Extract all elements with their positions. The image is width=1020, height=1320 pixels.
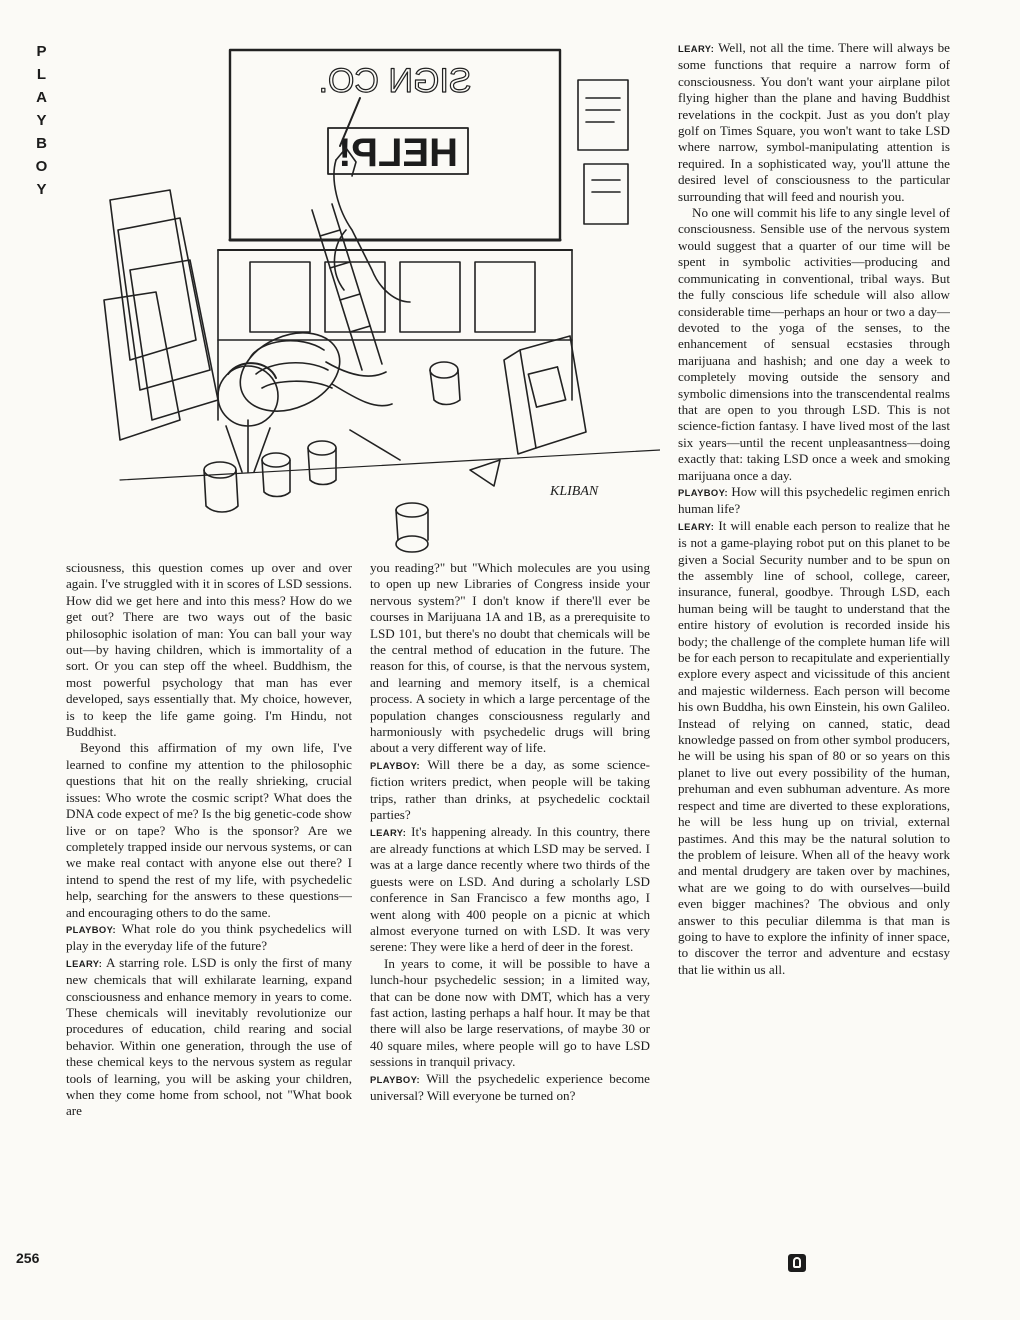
interview-exchange bbox=[66, 955, 352, 1120]
interview-exchange bbox=[678, 40, 950, 205]
speaker-label: PLAYBOY: bbox=[66, 923, 117, 935]
artist-signature: KLIBAN bbox=[550, 484, 599, 499]
masthead-letter: O bbox=[35, 158, 49, 175]
help-lettering: HELP! bbox=[338, 131, 458, 175]
text-column-1 bbox=[66, 560, 352, 1280]
masthead-letter: Y bbox=[36, 112, 48, 129]
speaker-label: LEARY: bbox=[678, 43, 715, 54]
paragraph-text: What role do you think psychedelics will play in the everyday life of the future? bbox=[66, 920, 352, 954]
paragraph-text: It's happening already. In this country, there are already functions at which LSD may be served. I was at a large dance recently where two thirds of the guests were on LSD. And during a scholarly LSD conference in San Francisco a few months ago, I went along with 400 people on a picnic at which almost everyone turned on with LSD. It was very serene: They were like a herd of deer in the forest. bbox=[370, 823, 650, 955]
body-paragraph bbox=[370, 560, 650, 757]
speaker-label: LEARY: bbox=[370, 826, 407, 838]
interview-exchange bbox=[370, 757, 650, 824]
speaker-label: LEARY: bbox=[66, 957, 103, 969]
rabbit-endmark-icon bbox=[788, 1254, 806, 1272]
paragraph-text: A starring role. LSD is only the first of many new chemicals that will exhilarate learning, expand consciousness and enhance memory in years to come. These chemicals will inevitably revolutionize our procedures of education, child rearing and social behavior. Within one generation, through the use of these chemical keys to the nervous system as regular tools of learning, you will be asking your children, when they come home from school, not "What book are bbox=[66, 954, 352, 1119]
speaker-label: PLAYBOY: bbox=[370, 759, 421, 771]
body-paragraph bbox=[66, 560, 352, 740]
body-paragraph bbox=[370, 956, 650, 1071]
interview-exchange bbox=[678, 484, 950, 518]
paragraph-text: Will the psychedelic experience become universal? Will everyone be turned on? bbox=[370, 1070, 650, 1103]
paragraph-text: In years to come, it will be possible to have a lunch-hour psychedelic session; in a limited way, that can be done now with DMT, which has a very fast action, lasting perhaps a half hour. It may be that there will also be large reservations, of maybe 30 or 40 square miles, where people will go to have LSD sessions in tranquil privacy. bbox=[370, 955, 650, 1070]
interview-exchange bbox=[370, 1071, 650, 1105]
paragraph-text: Beyond this affirmation of my own life, I've learned to confine my attention to the philosophic questions that hit on the really shrieking, crucial issues: Who wrote the cosmic script? What does the DNA code expect of me? Is the big genetic-code show live or on tape? Who is the sponsor? Are we completely trapped inside our nervous systems, or can we make real contact with anyone else out there? I intend to spend the rest of my life, with psychedelic help, searching for the answers to these questions—and encouraging others to do the same. bbox=[66, 740, 352, 920]
masthead-letter: B bbox=[36, 135, 48, 152]
paragraph-text: you reading?" but "Which molecules are you using to open up new Libraries of Congress inside your nervous system?" I don't know if there'll ever be courses in Marijuana 1A and 1B, as a prerequisite to LSD 101, but there's no doubt that chemicals will be the central method of education in the future. The reason for this, of course, is that the nervous system, and learning and memory itself, is a chemical process. A society in which a large percentage of the population changes consciousness regularly and harmoniously with psychedelic drugs will bring about a very different way of life. bbox=[370, 560, 650, 756]
magazine-masthead bbox=[30, 40, 54, 201]
text-column-3 bbox=[678, 40, 950, 1250]
speaker-label: LEARY: bbox=[678, 520, 715, 532]
paragraph-text: Well, not all the time. There will always be some functions that require a narrow form of consciousness. You don't want your airplane pilot flying higher than the plane and having Buddhist revelations in the cockpit. Just as you don't play golf on Times Square, you won't want to take LSD where narrow, symbol-manipulating attention is required. In a sophisticated way, you'll attune the desired level of consciousness to the particular surrounding that will feed and nourish you. bbox=[678, 40, 950, 204]
masthead-letter: Y bbox=[36, 181, 48, 198]
speaker-label: PLAYBOY: bbox=[678, 486, 729, 498]
paragraph-text: Will there be a day, as some science-fiction writers predict, when people will be taking trips, rather than drinks, at psychedelic cocktail parties? bbox=[370, 756, 650, 823]
text-column-2 bbox=[370, 560, 650, 1280]
masthead-letter: L bbox=[36, 66, 48, 83]
paragraph-text: It will enable each person to realize that he is not a game-playing robot put on this planet to be given a Social Security number and to be spun on the assembly line of school, college, career, insurance, funeral, goodbye. Through LSD, each human being will be taught to understand that the entire history of evolution is recorded inside his body; the challenge of the complete human life will be for each person to recapitulate and experientially explore every aspect and vicissitude of this ancient and majestic wilderness. Each person will become his own Buddha, his own Einstein, his own Galileo. Instead of relying on canned, static, dead knowledge passed on from other symbol producers, he will be using his span of 80 or so years on this planet to live out every possibility of the human, prehuman and even subhuman adventure. As more respect and time are diverted to these explorations, he will be less hung up on trivial, external pastimes. And this may be the natural solution to the problem of leisure. When all of the heavy work and mental drudgery are taken over by machines, what are we going to do with ourselves—build even bigger machines? The obvious and only answer to this peculiar dilemma is that man is going to have to explore the infinity of inner space, to discover the terror and adventure and ecstasy that lie within us all. bbox=[678, 517, 950, 977]
interview-exchange bbox=[678, 518, 950, 978]
cartoon-illustration bbox=[100, 40, 660, 560]
masthead-letter: P bbox=[36, 43, 48, 60]
page-number: 256 bbox=[16, 1250, 40, 1266]
body-paragraph bbox=[678, 205, 950, 484]
interview-exchange bbox=[66, 921, 352, 955]
interview-exchange bbox=[370, 824, 650, 956]
speaker-label: PLAYBOY: bbox=[370, 1073, 421, 1085]
masthead-letter: A bbox=[36, 89, 48, 106]
paragraph-text: sciousness, this question comes up over and over again. I've struggled with it in scores of LSD sessions. How did we get here and into this mess? How do we get out? There are two ways out of the basic philosophic isolation of man: You can ball your way out—by having children, which is immortality of a sort. Or you can step off the wheel. Buddhism, the most powerful psychology that man has ever developed, says essentially that. My choice, however, is to keep the life game going. I'm Hindu, not Buddhist. bbox=[66, 560, 352, 740]
body-paragraph bbox=[66, 740, 352, 920]
paragraph-text: How will this psychedelic regimen enrich human life? bbox=[678, 483, 950, 517]
paragraph-text: No one will commit his life to any single level of consciousness. Sensible use of the nervous system would suggest that a quarter of our time will be spent in symbolic activities—producing and communicating in conventional, tribal ways. But the fully conscious life schedule will also allow considerable time—perhaps an hour or two a day—devoted to the yoga of the senses, to the enhancement of sensual ecstasies through marijuana and hashish; and one day a week to completely moving outside the sensory and symbolic dimensions into the transcendental realms that are open to you through LSD. This is not science-fiction fantasy. I have lived most of the last six years—until the recent unpleasantness—doing exactly that: taking LSD once a week and smoking marijuana once a day. bbox=[678, 205, 950, 483]
sign-co-lettering: SIGN CO. bbox=[318, 62, 472, 100]
